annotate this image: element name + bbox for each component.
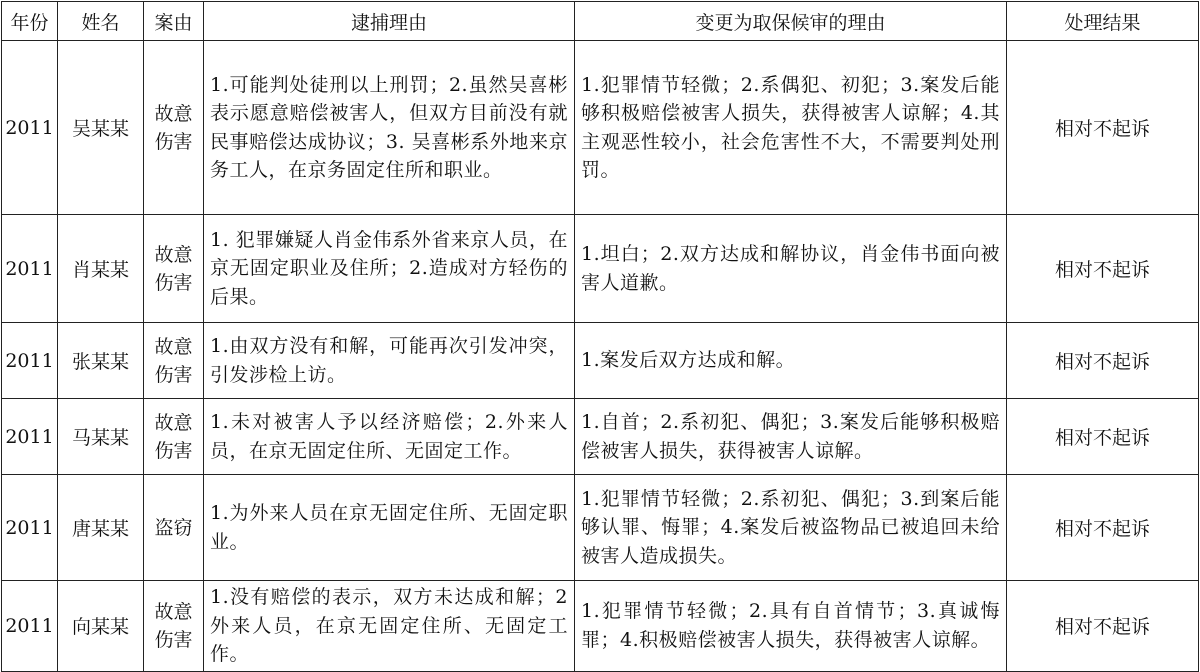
- cell-arrest-reason: 1. 犯罪嫌疑人肖金伟系外省来京人员，在京无固定职业及住所；2.造成对方轻伤的后果。: [204, 215, 575, 323]
- table-row: [2, 323, 1199, 399]
- table-row: [2, 399, 1199, 475]
- cell-arrest-reason: 1.为外来人员在京无固定住所、无固定职业。: [204, 475, 575, 581]
- cell-result: 相对不起诉: [1007, 215, 1199, 323]
- cell-year: 2011: [2, 41, 58, 215]
- table-row: [2, 215, 1199, 323]
- cell-bail-reason: 1.犯罪情节轻微；2.系初犯、偶犯；3.到案后能够认罪、悔罪；4.案发后被盗物品已被追回未给被害人造成损失。: [575, 475, 1007, 581]
- header-bail-reason: 变更为取保候审的理由: [575, 2, 1007, 41]
- cell-name: 马某某: [58, 399, 144, 475]
- case-line: 故意: [154, 600, 193, 623]
- cell-bail-reason: 1.案发后双方达成和解。: [575, 323, 1007, 399]
- case-line: 伤害: [154, 130, 193, 153]
- cell-arrest-reason: 1.未对被害人予以经济赔偿；2.外来人员，在京无固定住所、无固定工作。: [204, 399, 575, 475]
- cell-bail-reason: 1.坦白；2.双方达成和解协议，肖金伟书面向被害人道歉。: [575, 215, 1007, 323]
- case-line: 伤害: [154, 628, 193, 651]
- case-line: 故意: [154, 335, 193, 358]
- cell-year: 2011: [2, 215, 58, 323]
- cell-arrest-reason: 1.没有赔偿的表示，双方未达成和解；2外来人员，在京无固定住所、无固定工作。: [204, 581, 575, 672]
- cell-result: 相对不起诉: [1007, 475, 1199, 581]
- cell-case: [144, 41, 204, 215]
- header-case: 案由: [144, 2, 204, 41]
- cell-case: [144, 399, 204, 475]
- case-line: 故意: [154, 411, 193, 434]
- cell-name: 唐某某: [58, 475, 144, 581]
- case-line: 故意: [154, 102, 193, 125]
- cell-year: 2011: [2, 475, 58, 581]
- case-line: 故意: [154, 243, 193, 266]
- cell-year: 2011: [2, 323, 58, 399]
- header-result: 处理结果: [1007, 2, 1199, 41]
- cell-name: 张某某: [58, 323, 144, 399]
- header-name: 姓名: [58, 2, 144, 41]
- table-row: [2, 581, 1199, 672]
- cell-result: 相对不起诉: [1007, 41, 1199, 215]
- cell-name: 肖某某: [58, 215, 144, 323]
- table-row: [2, 41, 1199, 215]
- cell-year: 2011: [2, 399, 58, 475]
- table-row: [2, 475, 1199, 581]
- cell-bail-reason: 1.犯罪情节轻微；2.具有自首情节；3.真诚悔罪；4.积极赔偿被害人损失，获得被害人谅解。: [575, 581, 1007, 672]
- case-table: [1, 1, 1199, 672]
- case-line: 盗窃: [154, 516, 193, 539]
- header-arrest-reason: 逮捕理由: [204, 2, 575, 41]
- cell-bail-reason: 1.犯罪情节轻微；2.系偶犯、初犯；3.案发后能够积极赔偿被害人损失，获得被害人谅解；4.其主观恶性较小，社会危害性不大，不需要判处刑罚。: [575, 41, 1007, 215]
- cell-bail-reason: 1.自首；2.系初犯、偶犯；3.案发后能够积极赔偿被害人损失，获得被害人谅解。: [575, 399, 1007, 475]
- cell-case: [144, 215, 204, 323]
- case-line: 伤害: [154, 271, 193, 294]
- cell-case: [144, 323, 204, 399]
- cell-result: 相对不起诉: [1007, 399, 1199, 475]
- cell-case: [144, 475, 204, 581]
- cell-year: 2011: [2, 581, 58, 672]
- cell-result: 相对不起诉: [1007, 323, 1199, 399]
- cell-result: 相对不起诉: [1007, 581, 1199, 672]
- cell-name: 吴某某: [58, 41, 144, 215]
- cell-case: [144, 581, 204, 672]
- case-line: 伤害: [154, 439, 193, 462]
- cell-arrest-reason: 1.可能判处徒刑以上刑罚；2.虽然吴喜彬表示愿意赔偿被害人，但双方目前没有就民事赔偿达成协议；3. 吴喜彬系外地来京务工人，在京务固定住所和职业。: [204, 41, 575, 215]
- header-row: [2, 2, 1199, 41]
- header-year: 年份: [2, 2, 58, 41]
- case-line: 伤害: [154, 363, 193, 386]
- cell-arrest-reason: 1.由双方没有和解，可能再次引发冲突，引发涉检上访。: [204, 323, 575, 399]
- cell-name: 向某某: [58, 581, 144, 672]
